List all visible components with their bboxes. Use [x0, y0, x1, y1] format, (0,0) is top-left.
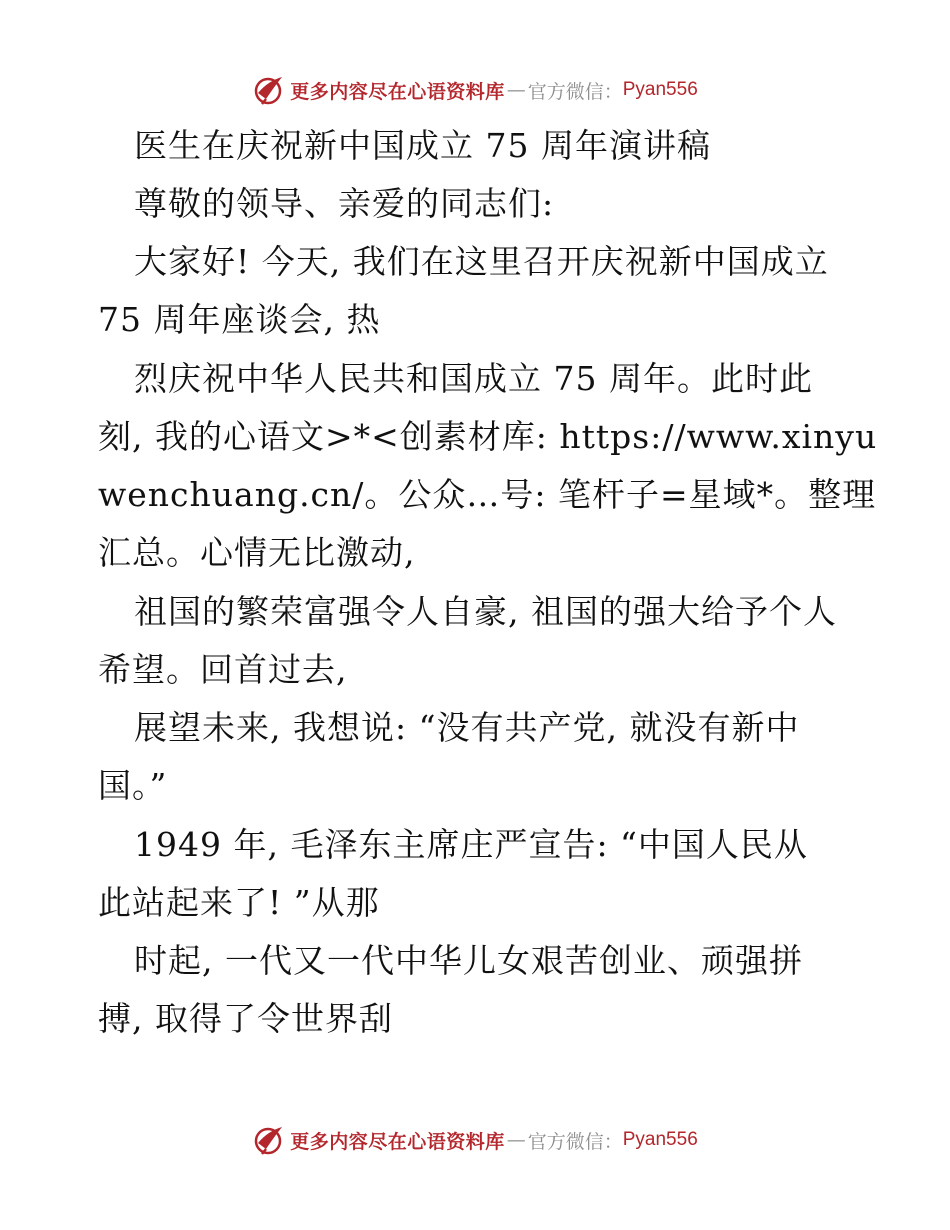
text-line: 展望未来, 我想说: “没有共产党, 就没有新中 — [134, 708, 800, 747]
text-line: 75 周年座谈会, 热 — [98, 300, 381, 339]
banner-separator: — — [506, 79, 526, 101]
text-line: 刻, 我的心语文>*<创素材库: https://www.xinyu — [98, 417, 878, 456]
text-line: 汇总。心情无比激动, — [98, 533, 416, 572]
text-line: 烈庆祝中华人民共和国成立 75 周年。此时此 — [134, 359, 813, 398]
text-line: 大家好! 今天, 我们在这里召开庆祝新中国成立 — [134, 242, 829, 281]
text-line: 尊敬的领导、亲爱的同志们: — [134, 184, 555, 223]
wechat-label: 官方微信： — [527, 1130, 623, 1153]
document-title: 医生在庆祝新中国成立 75 周年演讲稿 — [134, 126, 711, 165]
text-line: 希望。回首过去, — [98, 650, 348, 689]
pen-logo-icon — [252, 73, 286, 107]
wechat-id: Pyan556 — [622, 79, 698, 100]
text-line: 此站起来了! ”从那 — [98, 883, 380, 922]
text-line: 时起, 一代又一代中华儿女艰苦创业、顽强拼 — [134, 941, 803, 980]
text-line: wenchuang.cn/。公众…号: 笔杆子=星域*。整理 — [98, 475, 877, 514]
site-name-text: 更多内容尽在心语资料库 — [290, 80, 505, 103]
text-line: 搏, 取得了令世界刮 — [98, 999, 393, 1038]
text-line: 祖国的繁荣富强令人自豪, 祖国的强大给予个人 — [134, 592, 837, 631]
text-line: 1949 年, 毛泽东主席庄严宣告: “中国人民从 — [134, 825, 808, 864]
wechat-label: 官方微信： — [527, 80, 623, 103]
pen-logo-icon — [252, 1123, 286, 1157]
text-line: 国。” — [98, 766, 168, 805]
header-banner — [0, 70, 950, 110]
site-name-text: 更多内容尽在心语资料库 — [290, 1130, 505, 1153]
footer-banner — [0, 1120, 950, 1160]
banner-separator: — — [506, 1129, 526, 1151]
wechat-id: Pyan556 — [622, 1129, 698, 1150]
